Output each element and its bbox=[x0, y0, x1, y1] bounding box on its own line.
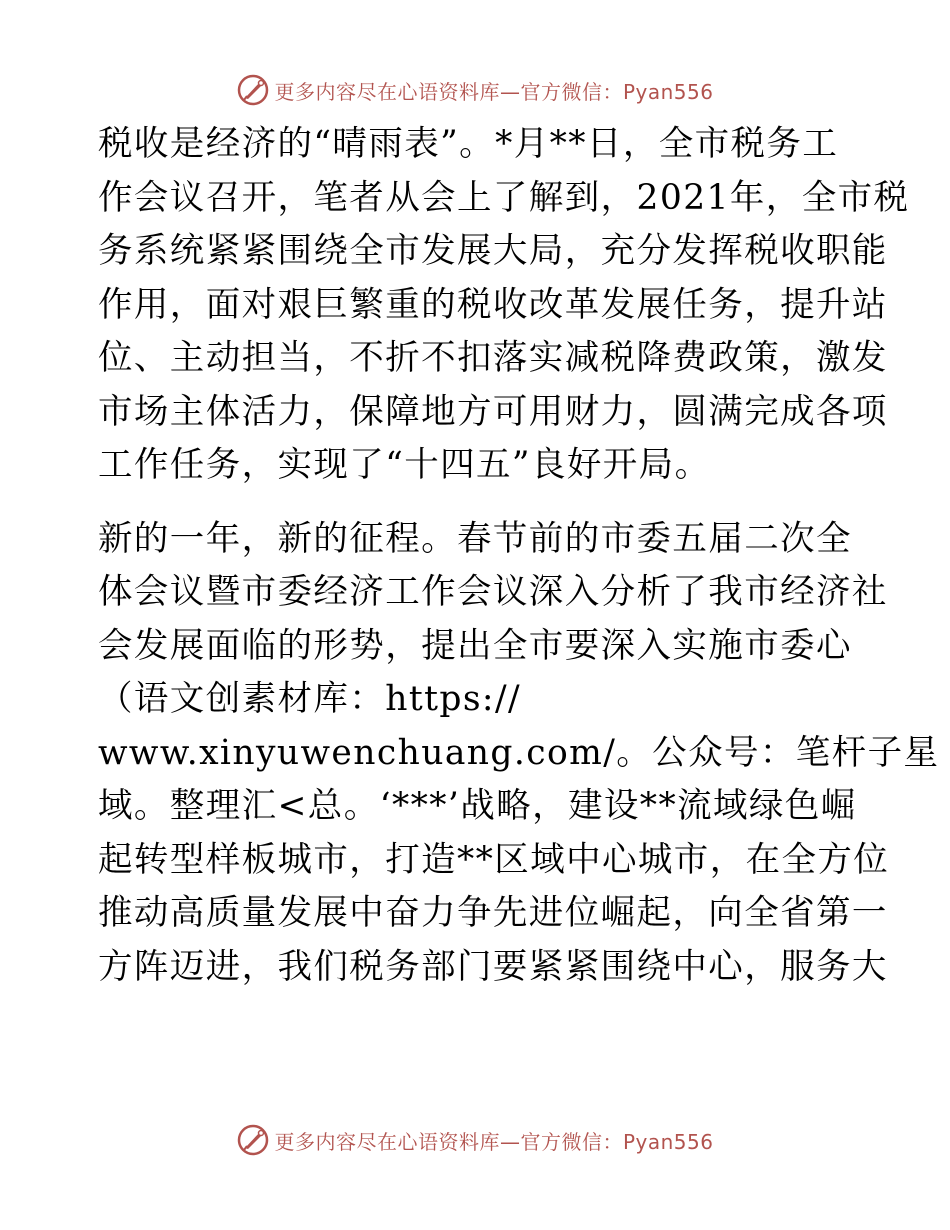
header-watermark bbox=[0, 70, 950, 110]
text-line: 域。整理汇<总。‘***’战略，建设**流域绿色崛 bbox=[98, 786, 857, 826]
watermark-text: 更多内容尽在心语资料库—官方微信：Pyan556 bbox=[274, 79, 714, 104]
text-line: 方阵迈进，我们税务部门要紧紧围绕中心，服务大 bbox=[98, 946, 888, 987]
text-line: 位、主动担当，不折不扣落实减税降费政策，激发 bbox=[98, 338, 888, 378]
footer-watermark bbox=[0, 1120, 950, 1160]
text-line: 税收是经济的“晴雨表”。*月**日，全市税务工 bbox=[98, 124, 839, 164]
feather-pen-logo-icon bbox=[236, 73, 270, 107]
paragraph-1 bbox=[98, 118, 910, 493]
feather-pen-logo-icon bbox=[236, 1123, 270, 1157]
text-line: 市场主体活力，保障地方可用财力，圆满完成各项 bbox=[98, 391, 888, 432]
text-line: 新的一年，新的征程。春节前的市委五届二次全 bbox=[98, 518, 852, 559]
text-line: 作用，面对艰巨繁重的税收改革发展任务，提升站 bbox=[98, 284, 888, 325]
watermark-text: 更多内容尽在心语资料库—官方微信：Pyan556 bbox=[274, 1129, 714, 1154]
text-line: 推动高质量发展中奋力争先进位崛起，向全省第一 bbox=[98, 893, 888, 933]
text-line: 作会议召开，笔者从会上了解到，2021年，全市税 bbox=[98, 177, 910, 218]
text-line: 会发展面临的形势，提出全市要深入实施市委心 bbox=[98, 625, 852, 666]
text-line: 务系统紧紧围绕全市发展大局，充分发挥税收职能 bbox=[98, 231, 888, 271]
text-line: 起转型样板城市，打造**区域中心城市，在全方位 bbox=[98, 839, 890, 880]
text-line: （语文创素材库：https:// bbox=[98, 679, 522, 719]
text-line: 工作任务，实现了“十四五”良好开局。 bbox=[98, 445, 711, 485]
document-body bbox=[98, 118, 940, 994]
paragraph-2 bbox=[98, 513, 940, 995]
paragraph-spacer bbox=[98, 493, 858, 513]
text-line: 体会议暨市委经济工作会议深入分析了我市经济社 bbox=[98, 572, 888, 612]
text-line: www.xinyuwenchuang.com/。公众号：笔杆子星 bbox=[98, 732, 940, 773]
